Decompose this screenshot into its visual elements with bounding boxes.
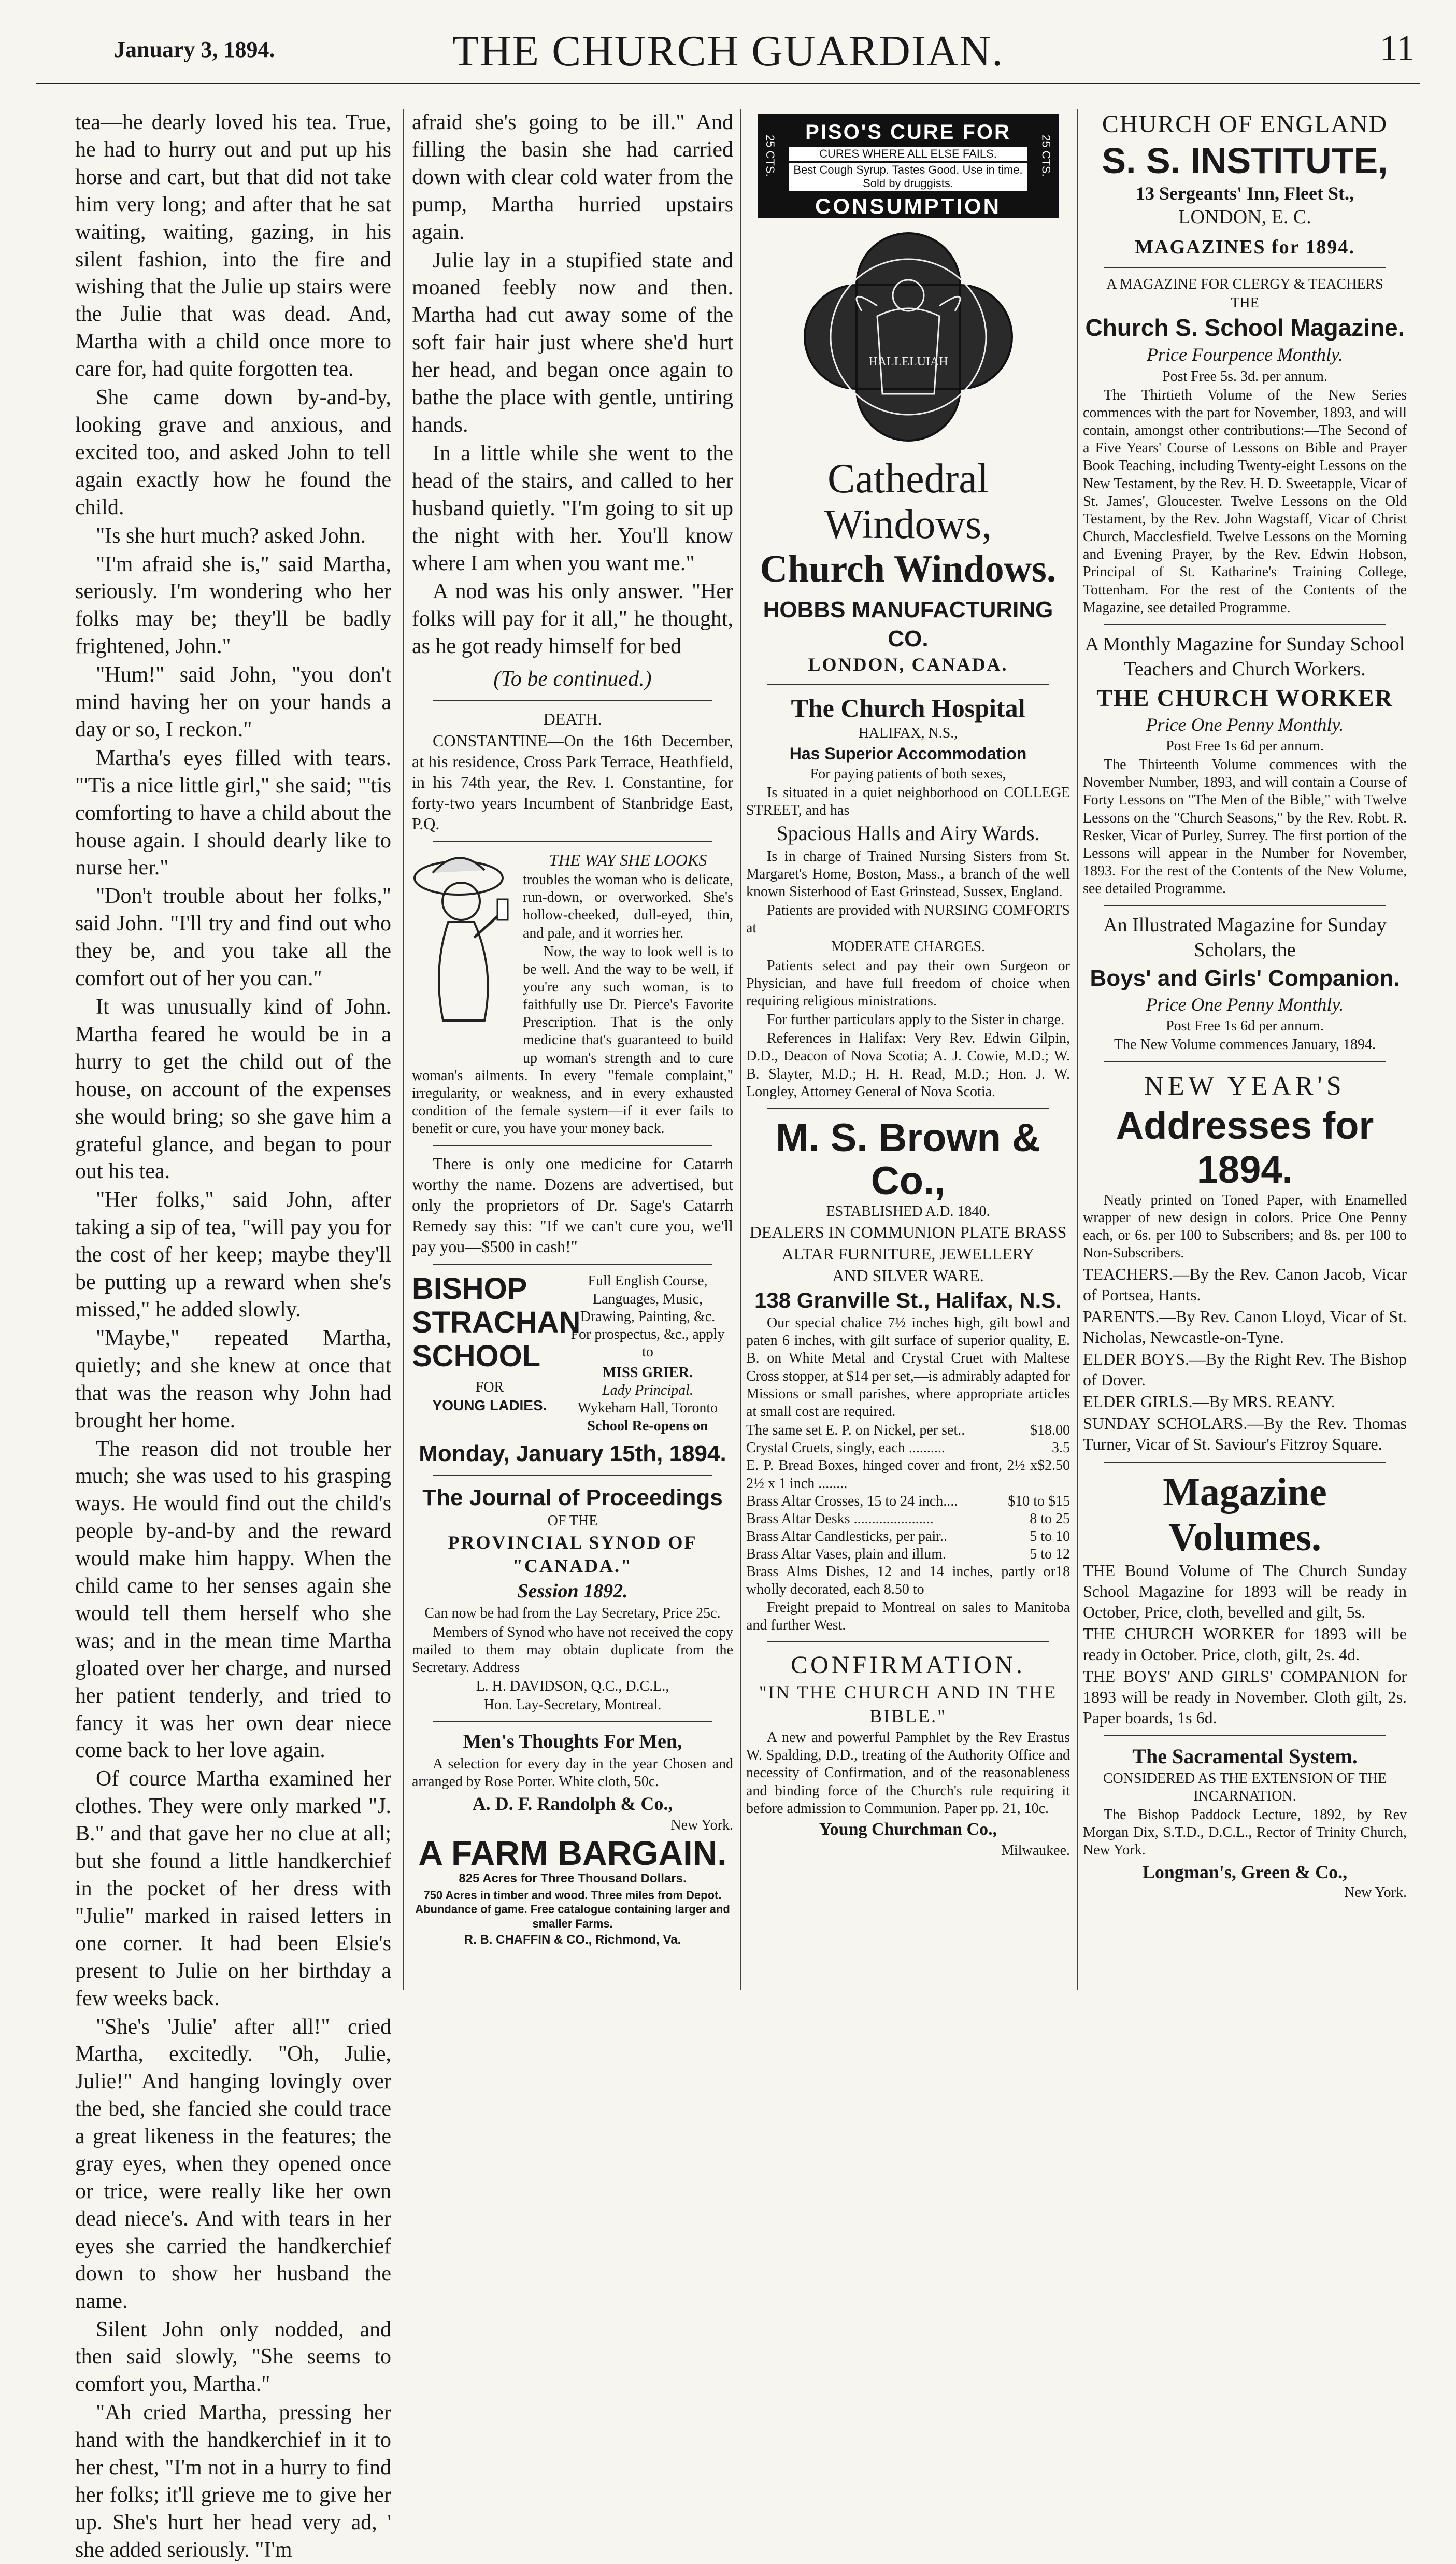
price-item: Crystal Cruets, singly, each .......... [746,1440,945,1456]
brown-dealers: DEALERS IN COMMUNION PLATE BRASS [749,1223,1067,1242]
price-value: $18.00 [1030,1422,1070,1439]
address-item: SUNDAY SCHOLARS.—By the Rev. Thomas Turner, Vicar of St. Saviour's Fitzroy Square. [1083,1413,1407,1453]
piso-price-right: 25 CTS. [1039,135,1053,177]
journal-address: Hon. Lay-Secretary, Montreal. [483,1697,662,1713]
piso-cure-advertisement [758,114,1059,218]
story-paragraph: She came down by-and-by, looking grave and anxious, and excited too, and asked John to tell again exactly how he found the child. [75,386,391,519]
price-item: E. P. Bread Boxes, hinged cover and front, 2½ x 2½ x 1 inch ........ [746,1457,1037,1492]
lady-illustration [412,849,516,1046]
school-prospectus: For prospectus, &c., apply to [570,1326,725,1360]
farm-bargain-contact: R. B. CHAFFIN & CO., Richmond, Va. [464,1932,681,1947]
hobbs-city: LONDON, CANADA. [808,654,1008,675]
brown-title: M. S. Brown & Co., [776,1115,1040,1203]
volume-item: THE CHURCH WORKER for 1893 will be ready in October. Price, cloth, gilt, 2s. 4d. [1083,1624,1407,1664]
companion-title: Boys' and Girls' Companion. [1090,966,1400,991]
journal-of-the: OF THE [547,1512,598,1529]
institute-line: CHURCH OF ENGLAND [1102,110,1388,138]
column-rule [740,109,741,1990]
issue-date: January 3, 1894. [114,37,275,62]
farm-bargain-title: A FARM BARGAIN. [418,1834,727,1873]
volume-item: THE BOYS' AND GIRLS' COMPANION for 1893 will be ready in November. Cloth gilt, 2s. Paper boards, 1s 6d. [1083,1667,1407,1727]
divider [433,700,712,701]
longmans-publisher: Longman's, Green & Co., [1142,1861,1348,1882]
price-value: 18 [1055,1564,1070,1580]
brown-dealers: AND SILVER WARE. [832,1266,984,1285]
price-item: Brass Alms Dishes, 12 and 14 inches, partly or wholly decorated, each 8.50 to [746,1564,1055,1598]
story-paragraph: The reason did not trouble her much; she was used to his grasping ways. He would find out the child's people by-and-by and the reward would make him happy. When the child came to her senses again she would tell them herself who she was; and in the mean time Martha gloated over her charge, and nursed her patient tenderly, and tried to fancy it was her own dear niece come back to her love again. [75,1437,391,1763]
church-worker-price: Price One Penny Monthly. [1146,714,1344,735]
ss-magazine-post: Post Free 5s. 3d. per annum. [1162,368,1327,385]
story-paragraph: "I'm afraid she is," said Martha, seriously. I'm wondering who her folks may be; they'll be badly frightened, John." [75,552,391,659]
to-be-continued: (To be continued.) [493,667,652,691]
divider [767,1108,1049,1109]
address-item: ELDER BOYS.—By the Right Rev. The Bishop of Dover. [1083,1349,1407,1389]
price-row [746,1457,1070,1492]
price-value: $10 to $15 [1008,1493,1070,1509]
thoughts-publisher: A. D. F. Randolph & Co., [472,1793,673,1814]
story-paragraph: "Maybe," repeated Martha, quietly; and she knew at once that that was the reason why John had brought her home. [75,1326,391,1433]
ss-magazine-title: Church S. School Magazine. [1085,314,1405,342]
price-item: Brass Altar Desks ...................... [746,1510,934,1527]
story-paragraph: "She's 'Julie' after all!" cried Martha, excitedly. "Oh, Julie, Julie!" And hanging lovingly over the bed, she fancied she could trace a great likeness in the features; the gray eyes, when they opened once or trice, were really like her own dead niece's. And with tears in her eyes she carried the handkerchief down to show her husband the name. [75,2015,391,2313]
story-column-2 [412,109,733,1995]
companion-text: The New Volume commences January, 1894. [1114,1037,1376,1053]
piso-middle-line: CURES WHERE ALL ELSE FAILS. [789,147,1027,161]
confirmation-city: Milwaukee. [1001,1842,1070,1859]
story-paragraph: afraid she's going to be ill." And filling the basin she had carried down with clear cold water from the pump, Martha hurried upstairs again. [412,110,733,244]
price-row [746,1439,1070,1457]
hospital-text: For paying patients of both sexes, [810,766,1006,782]
hospital-text: Patients are provided with NURSING COMFORTS at [746,902,1070,937]
hospital-city: HALIFAX, N.S., [858,725,958,742]
story-paragraph: "Hum!" said John, "you don't mind having her on your hands a day or so, I reckon." [75,663,391,742]
school-principal-name: MISS GRIER. [602,1365,693,1381]
divider [433,841,712,842]
hospital-charges: MODERATE CHARGES. [831,939,986,955]
school-reopen-date: Monday, January 15th, 1894. [419,1440,726,1466]
addresses-title: Addresses for 1894. [1116,1103,1374,1191]
church-worker-post: Post Free 1s 6d per annum. [1166,738,1324,754]
masthead-title: THE CHURCH GUARDIAN. [452,27,1004,75]
farm-bargain-line: 750 Acres in timber and wood. Three miles from Depot. Abundance of game. Free catalogue containing larger and smaller Farms. [415,1888,730,1931]
institute-address: 13 Sergeants' Inn, Fleet St., [1136,182,1354,204]
advert-column-4 [1083,109,1407,1995]
divider [433,1145,712,1146]
column-rule [1077,109,1078,1990]
confirmation-sub: "IN THE CHURCH AND IN THE BIBLE." [759,1682,1058,1726]
stained-glass-illustration [800,228,1017,446]
brown-text: Our special chalice 7½ inches high, gilt bowl and paten 6 inches, with gilt surface of superior quality, E. B. on White Metal and Crystal Cruet with Maltese Cross stopper, at $14 per set,—is admirably adapted for Missions or small parishes, where appropriate articles at small cost are required. [746,1315,1070,1420]
thoughts-title: Men's Thoughts For Men, [463,1731,682,1753]
story-paragraph: Martha's eyes filled with tears. "'Tis a nice little girl," she said; "'tis comforting to have a child about the house again. I should dearly like to nurse her." [75,746,391,880]
school-for: FOR [475,1379,504,1396]
journal-text: Members of Synod who have not received the copy mailed to them may obtain duplicate from the Secretary. Address [412,1624,733,1676]
price-row [746,1546,1070,1563]
church-worker-title: THE CHURCH WORKER [1096,684,1393,711]
pierce-text: Now, the way to look well is to be well. And the way to be well, if you're any such woman, is to faithfully use Dr. Pierce's Favorite Prescription. That is the only medicine that's guaranteed to build up woman's strength and to cure woman's ailments. In every "female complaint," irregularity, or weakness, and in every exhausted condition of the female system—if it ever fails to benefit or cure, you have your money back. [412,943,733,1137]
death-heading: DEATH. [543,710,602,729]
story-paragraph: A nod was his only answer. "Her folks will pay for it all," he thought, as he got ready himself for bed [412,579,733,659]
price-row [746,1422,1070,1439]
story-paragraph: In a little while she went to the head of the stairs, and called to her husband quietly. "I'm going to sit up the night with her. You'll know where I am when you want me." [412,441,733,575]
for-clergy: A MAGAZINE FOR CLERGY & TEACHERS [1106,276,1383,293]
hospital-title: The Church Hospital [791,693,1025,723]
journal-session: Session 1892. [517,1580,628,1602]
price-value: 8 to 25 [1030,1510,1070,1527]
sacramental-sub: CONSIDERED AS THE EXTENSION OF THE INCARNATION. [1103,1770,1387,1804]
story-paragraph: "Her folks," said John, after taking a sip of tea, "will pay you for the cost of her keep; maybe they'll be putting up a reward when she's missed," he added slowly. [75,1188,391,1322]
hospital-references: References in Halifax: Very Rev. Edwin Gilpin, D.D., Deacon of Nova Scotia; A. J. Cowie, M.D.; W. B. Slayter, M.D.; H. H. Read, M.D.; Hon. J. W. Longley, Attorney General of Nova Scotia. [746,1030,1070,1100]
illustrated-magazine: An Illustrated Magazine for Sunday Scholars, the [1103,914,1387,961]
confirmation-publisher: Young Churchman Co., [819,1819,997,1839]
ss-magazine-text: The Thirtieth Volume of the New Series commences with the part for November, 1893, and will contain, amongst other contributions:—The Second of a Five Years' Course of Lessons on Bible and Prayer Book Teaching, including Twenty-eight Lessons on the New Testament, by the Rev. H. D. Sweetapple, Vicar of St. James', Gloucester. Twelve Lessons on the Old Testament, by the Rev. John Wagstaff, Vicar of Christ Church, Macclesfield. Twelve Lessons on the Morning and Evening Prayer, by the Rev. Edwin Hobson, Principal of St. Katharine's Training College, Tottenham. For the rest of the Contents of the Magazine, see detailed Programme. [1083,387,1407,616]
price-value: 5 to 12 [1030,1546,1070,1563]
price-row [746,1528,1070,1546]
pierce-text: troubles the woman who is delicate, run-down, or overworked. She's hollow-cheeked, dull-eyed, thin, and pale, and it worries her. [523,872,733,941]
pierce-advertisement [412,849,733,1138]
price-row [746,1493,1070,1510]
school-name-line: BISHOP [412,1272,527,1306]
address-item: ELDER GIRLS.—By MRS. REANY. [1083,1392,1335,1411]
church-windows-title: Church Windows. [760,548,1057,590]
hospital-sub: Has Superior Accommodation [789,744,1027,763]
journal-text: Can now be had from the Lay Secretary, Price 25c. [424,1605,721,1622]
divider [433,1264,712,1265]
pierce-headline: THE WAY SHE LOOKS [549,851,707,870]
price-row [746,1510,1070,1528]
divider [1104,1462,1386,1463]
quatrefoil-window-icon [800,228,1017,446]
sacramental-text: The Bishop Paddock Lecture, 1892, by Rev Morgan Dix, S.T.D., D.C.L., Rector of Trinity Church, New York. [1083,1807,1407,1859]
longmans-city: New York. [1344,1884,1407,1901]
school-course: Full English Course, Languages, Music, Drawing, Painting, &c. [580,1273,716,1325]
the-label: THE [1231,295,1259,311]
page-header [36,0,1420,84]
thoughts-city: New York. [670,1817,733,1833]
journal-address: L. H. DAVIDSON, Q.C., D.C.L., [476,1678,669,1695]
advert-column-3 [746,109,1070,1995]
address-item: PARENTS.—By Rev. Canon Lloyd, Vicar of St. Nicholas, Newcastle-on-Tyne. [1083,1307,1407,1347]
confirmation-text: A new and powerful Pamphlet by the Rev Erastus W. Spalding, D.D., treating of the Authority Office and necessity of Confirmation, and of the reasonableness and binding force of the Church's rule requiring it before admission to Communion. Paper pp. 21, 10c. [746,1730,1070,1817]
page-number: 11 [1379,29,1415,68]
price-item: The same set E. P. on Nickel, per set.. [746,1422,965,1439]
brown-dealers: ALTAR FURNITURE, JEWELLERY [781,1244,1035,1264]
divider [1104,905,1386,906]
school-principal-title: Lady Principal. [602,1382,693,1399]
address-item: TEACHERS.—By the Rev. Canon Jacob, Vicar of Portsea, Hants. [1083,1264,1407,1304]
price-value: $2.50 [1037,1457,1070,1474]
journal-synod: PROVINCIAL SYNOD OF "CANADA." [448,1532,697,1577]
confirmation-title: CONFIRMATION. [791,1651,1025,1679]
farm-bargain-line: 825 Acres for Three Thousand Dollars. [459,1872,687,1886]
story-paragraph: "Don't trouble about her folks," said John. "I'll try and find out who they be, and you take all the comfort out of her you can." [75,884,391,991]
volume-item: THE Bound Volume of The Church Sunday School Magazine for 1893 will be ready in October, Price, cloth, bevelled and gilt, 5s. [1083,1561,1407,1622]
sacramental-title: The Sacramental System. [1132,1745,1358,1768]
divider [433,1721,712,1722]
hospital-text: Is in charge of Trained Nursing Sisters from St. Margaret's Home, Boston, Mass., a branch of the well known Sisterhood of East Grinstead, Sussex, England. [746,848,1070,900]
piso-middle-line: Best Cough Syrup. Tastes Good. Use in time. Sold by druggists. [789,163,1027,191]
divider [1104,1735,1386,1736]
piso-bottom-line: CONSUMPTION [815,193,1001,218]
story-paragraph: Silent John only nodded, and then said slowly, "She seems to comfort you, Martha." [75,2317,391,2397]
column-rule [403,109,404,1990]
divider [1104,1061,1386,1062]
school-name-line: STRACHAN [412,1306,581,1340]
institute-city: LONDON, E. C. [1178,206,1311,229]
window-banner: HALLELUIAH [868,355,948,369]
divider [433,1475,712,1476]
price-item: Brass Altar Crosses, 15 to 24 inch.... [746,1493,958,1509]
magazines-heading: MAGAZINES for 1894. [1135,236,1355,259]
divider [767,684,1049,685]
divider [1104,267,1386,268]
bishop-strachan-advertisement [412,1272,733,1435]
piso-price-left: 25 CTS. [764,135,777,177]
story-column-1 [75,109,391,2562]
monthly-magazine: A Monthly Magazine for Sunday School Teachers and Church Workers. [1084,633,1405,680]
institute-title: S. S. INSTITUTE, [1102,140,1388,181]
school-address: Wykeham Hall, Toronto [577,1400,718,1416]
school-young-ladies: YOUNG LADIES. [432,1397,547,1414]
hospital-text: Is situated in a quiet neighborhood on COLLEGE STREET, and has [746,784,1070,819]
addresses-text: Neatly printed on Toned Paper, with Enamelled wrapper of new design in colors. Price One Penny each, or 6s. per 100 to Subscribers; and 8s. per 100 to Non-Subscribers. [1083,1192,1407,1262]
companion-post: Post Free 1s 6d per annum. [1166,1017,1324,1034]
hospital-text: For further particulars apply to the Sister in charge. [767,1012,1065,1028]
companion-price: Price One Penny Monthly. [1146,994,1344,1015]
hobbs-company: HOBBS MANUFACTURING CO. [763,597,1053,651]
hospital-halls: Spacious Halls and Airy Wards. [776,821,1040,845]
school-name-line: SCHOOL [412,1339,541,1373]
volumes-title: Magazine Volumes. [1163,1470,1327,1559]
thoughts-text: A selection for every day in the year Chosen and arranged by Rose Porter. White cloth, 50c. [412,1756,733,1790]
story-paragraph: It was unusually kind of John. Martha feared he would be in a hurry to get the child out of the house, on account of the expenses she would bring; so she gave him a grateful glance, and began to pour out his tea. [75,995,391,1184]
brown-address: 138 Granville St., Halifax, N.S. [754,1288,1062,1313]
divider [1104,624,1386,625]
journal-title: The Journal of Proceedings [422,1485,723,1511]
story-paragraph: "Ah cried Martha, pressing her hand with the handkerchief in it to her chest, "I'm not in a hurry to find her folks; it'll grieve me to give her up. She's hurt her head very ad, ' she added seriously. "I'm [75,2401,391,2562]
divider [767,1641,1049,1642]
hospital-text: Patients select and pay their own Surgeon or Physician, and have full freedom of choice when requiring religious ministrations. [746,957,1070,1009]
school-reopens: School Re-opens on [587,1418,708,1434]
price-row [746,1563,1070,1598]
brown-established: ESTABLISHED A.D. 1840. [826,1203,990,1220]
price-item: Brass Altar Candlesticks, per pair.. [746,1528,948,1545]
ss-magazine-price: Price Fourpence Monthly. [1147,344,1343,365]
price-value: 5 to 10 [1030,1528,1070,1545]
price-value: 3.5 [1052,1440,1070,1456]
catarrh-advertisement: There is only one medicine for Catarrh worthy the name. Dozens are advertised, but only the proprietors of Dr. Sage's Catarrh Remedy say this: "If we can't cure you, we'll pay you—$500 in cash!" [412,1154,733,1256]
story-paragraph: Julie lay in a stupified state and moaned feebly now and then. Martha had cut away some of the soft fair hair just where she'd hurt her head, and began once again to bathe the place with gentle, untiring hands. [412,248,733,437]
cathedral-windows-title: Cathedral Windows, [824,456,992,547]
brown-text: Freight prepaid to Montreal on sales to Manitoba and further West. [746,1599,1070,1633]
new-year-heading: NEW YEAR'S [1144,1071,1346,1101]
brown-price-list [746,1422,1070,1599]
church-worker-text: The Thirteenth Volume commences with the November Number, 1893, and will contain a Course of Forty Lessons on "The Men of the Bible," with Twelve Lessons on the "Church Seasons," by the Rev. Robt. R. Resker, Vicar of Purley, Surrey. The first portion of the Lessons will appear in the Number for November, 1893. For the rest of the Contents of the New Volume, see detailed Programme. [1083,757,1407,897]
story-paragraph: "Is she hurt much? asked John. [96,523,366,548]
death-notice: CONSTANTINE—On the 16th December, at his residence, Cross Park Terrace, Heathfield, in his 74th year, the Rev. I. Constantine, for forty-two years Incumbent of Stanbridge East, P.Q. [412,731,733,833]
story-paragraph: Of cource Martha examined her clothes. They were only marked "J. B." and that gave her no clue at all; but she found a little handkerchief in the pocket of her dress with "Julie" marked in raised letters in one corner. It had been Elsie's present to Julie on her birthday a few weeks back. [75,1767,391,2010]
piso-top-line: PISO'S CURE FOR [805,121,1011,144]
story-paragraph: tea—he dearly loved his tea. True, he had to hurry out and put up his horse and cart, but that did not take him very long; and after that he sat waiting, waiting, gazing, in his silent fashion, into the fire and wishing that the Julie up stairs were the Julie that was dead. And, Martha with a child once more to care for, had quite forgotten tea. [75,110,391,381]
price-item: Brass Altar Vases, plain and illum. [746,1546,946,1563]
